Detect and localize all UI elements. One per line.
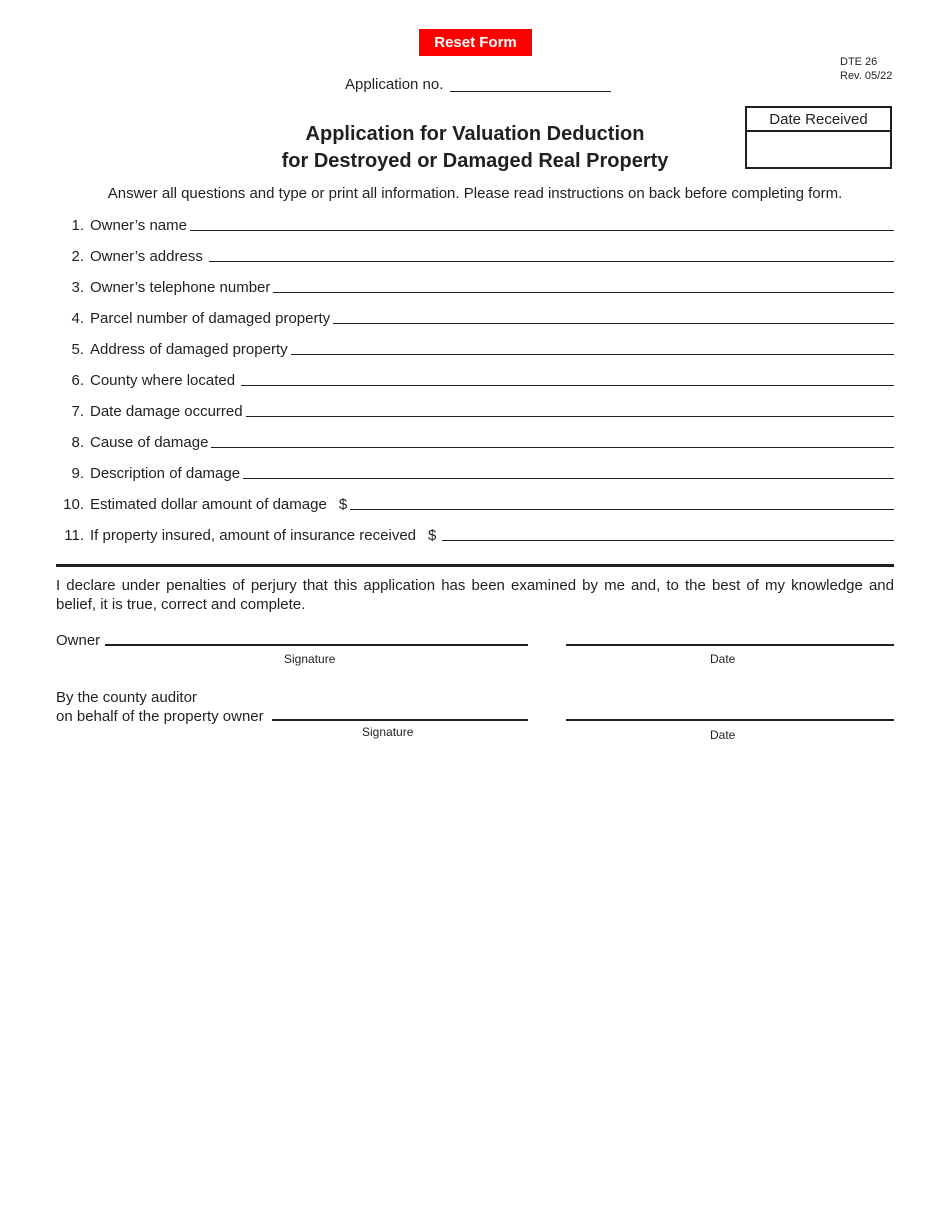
- auditor-signature-caption: Signature: [362, 725, 414, 739]
- field-number: 4.: [71, 310, 84, 327]
- field-label: Address of damaged property: [90, 341, 288, 358]
- damage-amount-input[interactable]: [350, 509, 894, 510]
- field-number: 10.: [63, 496, 84, 513]
- description-damage-row: [56, 462, 894, 482]
- cause-damage-input[interactable]: [211, 447, 894, 448]
- field-label: Description of damage: [90, 465, 241, 482]
- property-address-row: [56, 338, 894, 358]
- field-number: 2.: [71, 248, 84, 265]
- title-line-2: for Destroyed or Damaged Real Property: [281, 150, 669, 172]
- auditor-date-field[interactable]: [566, 719, 894, 721]
- date-damage-row: [56, 400, 894, 420]
- form-revision: Rev. 05/22: [840, 70, 893, 82]
- section-divider: [56, 564, 894, 567]
- auditor-label-line-1: By the county auditor: [56, 689, 197, 706]
- dollar-sign: $: [428, 527, 437, 544]
- field-number: 6.: [71, 372, 84, 389]
- field-number: 9.: [71, 465, 84, 482]
- owner-telephone-input[interactable]: [273, 292, 894, 293]
- field-label: Date damage occurred: [90, 403, 243, 420]
- field-label: County where located: [90, 372, 236, 389]
- form-id: [840, 55, 892, 83]
- parcel-number-row: [56, 307, 894, 327]
- parcel-number-input[interactable]: [333, 323, 894, 324]
- owner-date-caption: Date: [710, 652, 736, 666]
- field-label: Owner’s telephone number: [90, 279, 271, 296]
- owner-address-input[interactable]: [209, 261, 894, 262]
- auditor-signature-field[interactable]: [272, 719, 528, 721]
- insurance-amount-input[interactable]: [442, 540, 894, 541]
- owner-name-input[interactable]: [190, 230, 894, 231]
- owner-label: Owner: [56, 632, 101, 649]
- date-received-label: Date Received: [747, 108, 890, 132]
- owner-address-row: [56, 245, 894, 265]
- field-number: 3.: [71, 279, 84, 296]
- auditor-label-line-2: on behalf of the property owner: [56, 708, 264, 725]
- cause-damage-row: [56, 431, 894, 451]
- insurance-amount-row: [56, 524, 894, 544]
- dollar-sign: $: [338, 496, 348, 513]
- field-number: 7.: [71, 403, 84, 420]
- date-damage-input[interactable]: [246, 416, 894, 417]
- owner-date-field[interactable]: [566, 644, 894, 646]
- county-row: [56, 369, 894, 389]
- county-input[interactable]: [241, 385, 894, 386]
- field-label: Estimated dollar amount of damage: [90, 496, 327, 513]
- auditor-label: [56, 688, 264, 726]
- reset-form-button[interactable]: Reset Form: [419, 29, 532, 56]
- damage-amount-row: [56, 493, 894, 513]
- field-number: 1.: [71, 217, 84, 234]
- field-label: Owner’s address: [90, 248, 203, 265]
- application-no-field[interactable]: [450, 91, 611, 92]
- perjury-declaration: I declare under penalties of perjury that this application has been examined by me and, to the best of my knowledge and belief, it is true, correct and complete.: [56, 577, 894, 613]
- owner-telephone-row: [56, 276, 894, 296]
- instructions-text: Answer all questions and type or print all information. Please read instructions on back before completing form.: [107, 185, 843, 202]
- title-line-1: Application for Valuation Deduction: [305, 123, 645, 145]
- owner-name-row: [56, 214, 894, 234]
- field-label: Cause of damage: [90, 434, 209, 451]
- description-damage-input[interactable]: [243, 478, 894, 479]
- property-address-input[interactable]: [291, 354, 894, 355]
- field-number: 8.: [71, 434, 84, 451]
- owner-signature-field[interactable]: [105, 644, 528, 646]
- field-number: 5.: [71, 341, 84, 358]
- application-no-label: Application no.: [345, 76, 444, 93]
- auditor-date-caption: Date: [710, 728, 736, 742]
- field-label: If property insured, amount of insurance received: [90, 527, 417, 544]
- date-received-box: [745, 106, 892, 169]
- page-title: [200, 121, 750, 175]
- field-number: 11.: [64, 527, 84, 544]
- field-label: Parcel number of damaged property: [90, 310, 331, 327]
- owner-signature-caption: Signature: [284, 652, 336, 666]
- form-code: DTE 26: [840, 56, 878, 68]
- field-label: Owner’s name: [90, 217, 187, 234]
